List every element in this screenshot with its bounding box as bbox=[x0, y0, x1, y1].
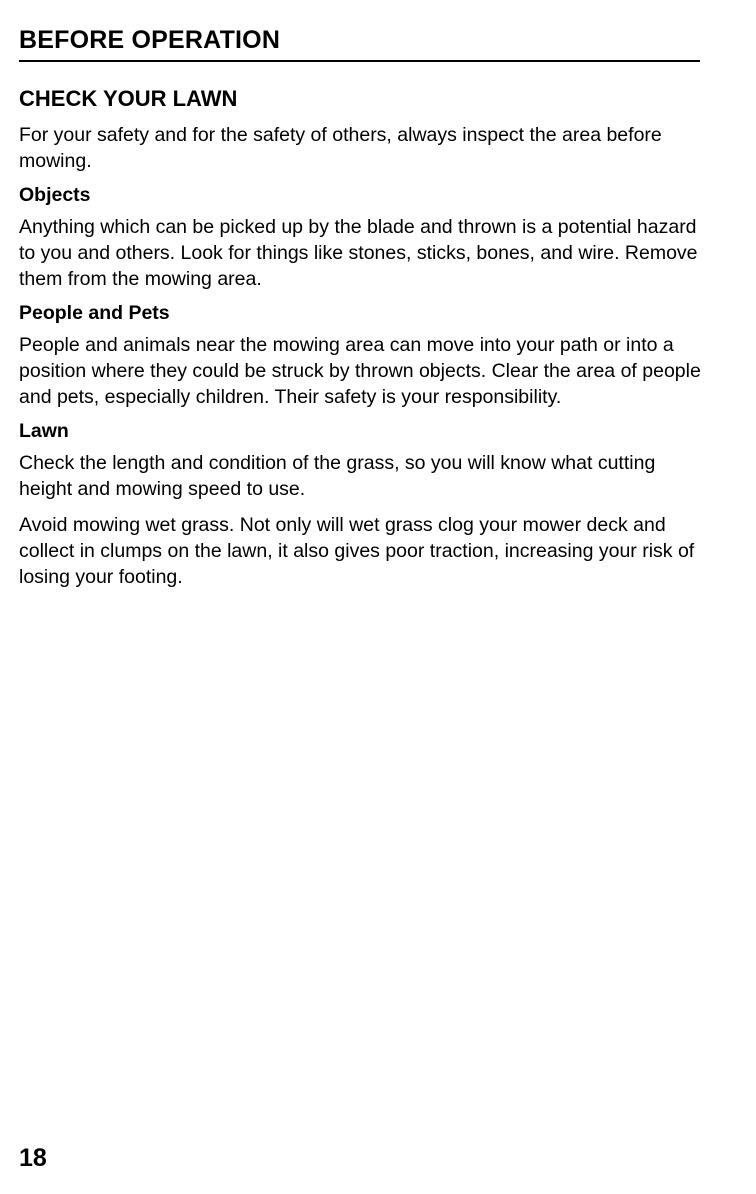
topic-heading-people-and-pets: People and Pets bbox=[19, 302, 170, 324]
lawn-paragraph-1: Check the length and condition of the grass, so you will know what cutting height and mowing speed to use. bbox=[19, 452, 656, 500]
subsection-title: CHECK YOUR LAWN bbox=[19, 86, 238, 111]
section-title: BEFORE OPERATION bbox=[19, 26, 281, 54]
page-number: 18 bbox=[19, 1144, 47, 1172]
topic-lawn bbox=[19, 418, 704, 590]
lawn-paragraph-2: Avoid mowing wet grass. Not only will wet grass clog your mower deck and collect in clumps on the lawn, it also gives poor traction, increasing your risk of losing your footing. bbox=[19, 514, 695, 588]
topic-heading-lawn: Lawn bbox=[19, 420, 69, 442]
topic-people-and-pets bbox=[19, 300, 704, 410]
topic-objects bbox=[19, 182, 704, 292]
intro-paragraph: For your safety and for the safety of others, always inspect the area before mowing. bbox=[19, 124, 662, 172]
page-content bbox=[19, 84, 704, 594]
topic-heading-objects: Objects bbox=[19, 184, 91, 206]
objects-paragraph: Anything which can be picked up by the blade and thrown is a potential hazard to you and others. Look for things like stones, sticks, bones, and wire. Remove them from the mowing area. bbox=[19, 216, 698, 290]
page-header bbox=[19, 24, 700, 62]
people-and-pets-paragraph: People and animals near the mowing area can move into your path or into a position where they could be struck by thrown objects. Clear the area of people and pets, especially children. Their safety is your responsibility. bbox=[19, 334, 701, 408]
